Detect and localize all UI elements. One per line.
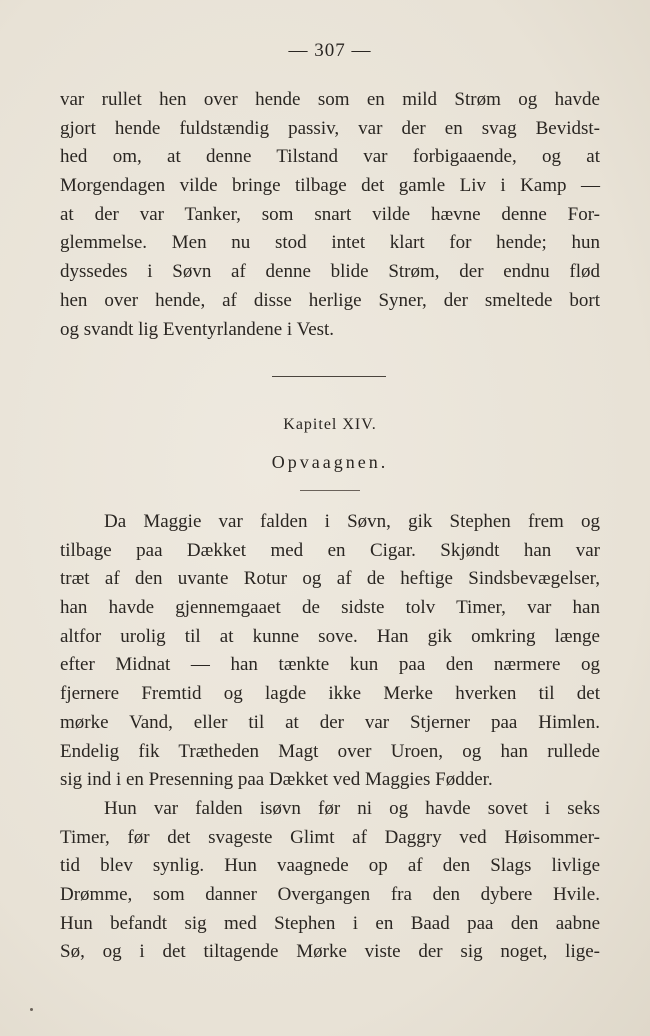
text-line: Timer, før det svageste Glimt af Daggry ved Høisommer- [60, 826, 600, 848]
title-ornament [300, 490, 360, 491]
text-line: han havde gjennemgaaet de sidste tolv Timer, var han [60, 597, 600, 619]
text-line: altfor urolig til at kunne sove. Han gik omkring længe [60, 625, 600, 647]
text-line: glemmelse. Men nu stod intet klart for hende; hun [60, 232, 600, 254]
chapter-label: Kapitel XIV. [283, 416, 377, 433]
text-line: hed om, at denne Tilstand var forbigaaende, og at [60, 146, 600, 168]
section-divider [272, 376, 386, 377]
text-line: sig ind i en Presenning paa Dækket ved Maggies Fødder. [60, 769, 493, 791]
text-line: mørke Vand, eller til at der var Stjerner paa Himlen. [60, 711, 600, 733]
text-line: tid blev synlig. Hun vaagnede op af den Slags livlige [60, 855, 600, 877]
text-line: Sø, og i det tiltagende Mørke viste der sig noget, lige- [60, 941, 600, 963]
text-line: at der var Tanker, som snart vilde hævne denne For- [60, 203, 600, 225]
text-line: og svandt lig Eventyrlandene i Vest. [60, 318, 335, 340]
text-line: var rullet hen over hende som en mild Strøm og havde [60, 89, 600, 110]
text-line: Hun var falden isøvn før ni og havde sovet i seks [104, 797, 600, 819]
text-line: Drømme, som danner Overgangen fra den dybere Hvile. [60, 883, 600, 905]
paper-speck [30, 1008, 33, 1011]
book-page [60, 0, 600, 1036]
chapter-body [60, 508, 600, 967]
text-line: Hun befandt sig med Stephen i en Baad paa den aabne [60, 912, 600, 934]
text-line: dyssedes i Søvn af denne blide Strøm, der endnu flød [60, 261, 600, 283]
paragraph-1 [60, 86, 600, 344]
page-number: — 307 — [288, 40, 372, 61]
text-line: Da Maggie var falden i Søvn, gik Stephen frem og [104, 511, 600, 532]
text-line: hen over hende, af disse herlige Syner, der smeltede bort [60, 289, 600, 311]
text-line: Morgendagen vilde bringe tilbage det gamle Liv i Kamp — [60, 175, 600, 197]
chapter-title: Opvaagnen. [271, 452, 389, 472]
text-line: tilbage paa Dækket med en Cigar. Skjøndt han var [60, 539, 600, 561]
text-line: fjernere Fremtid og lagde ikke Merke hverken til det [60, 683, 600, 705]
text-line: træt af den uvante Rotur og af de heftige Sindsbevægelser, [60, 568, 600, 590]
text-line: gjort hende fuldstændig passiv, var der en svag Bevidst- [60, 117, 600, 139]
text-line: Endelig fik Trætheden Magt over Uroen, og han rullede [60, 740, 600, 762]
text-line: efter Midnat — han tænkte kun paa den nærmere og [60, 654, 600, 676]
